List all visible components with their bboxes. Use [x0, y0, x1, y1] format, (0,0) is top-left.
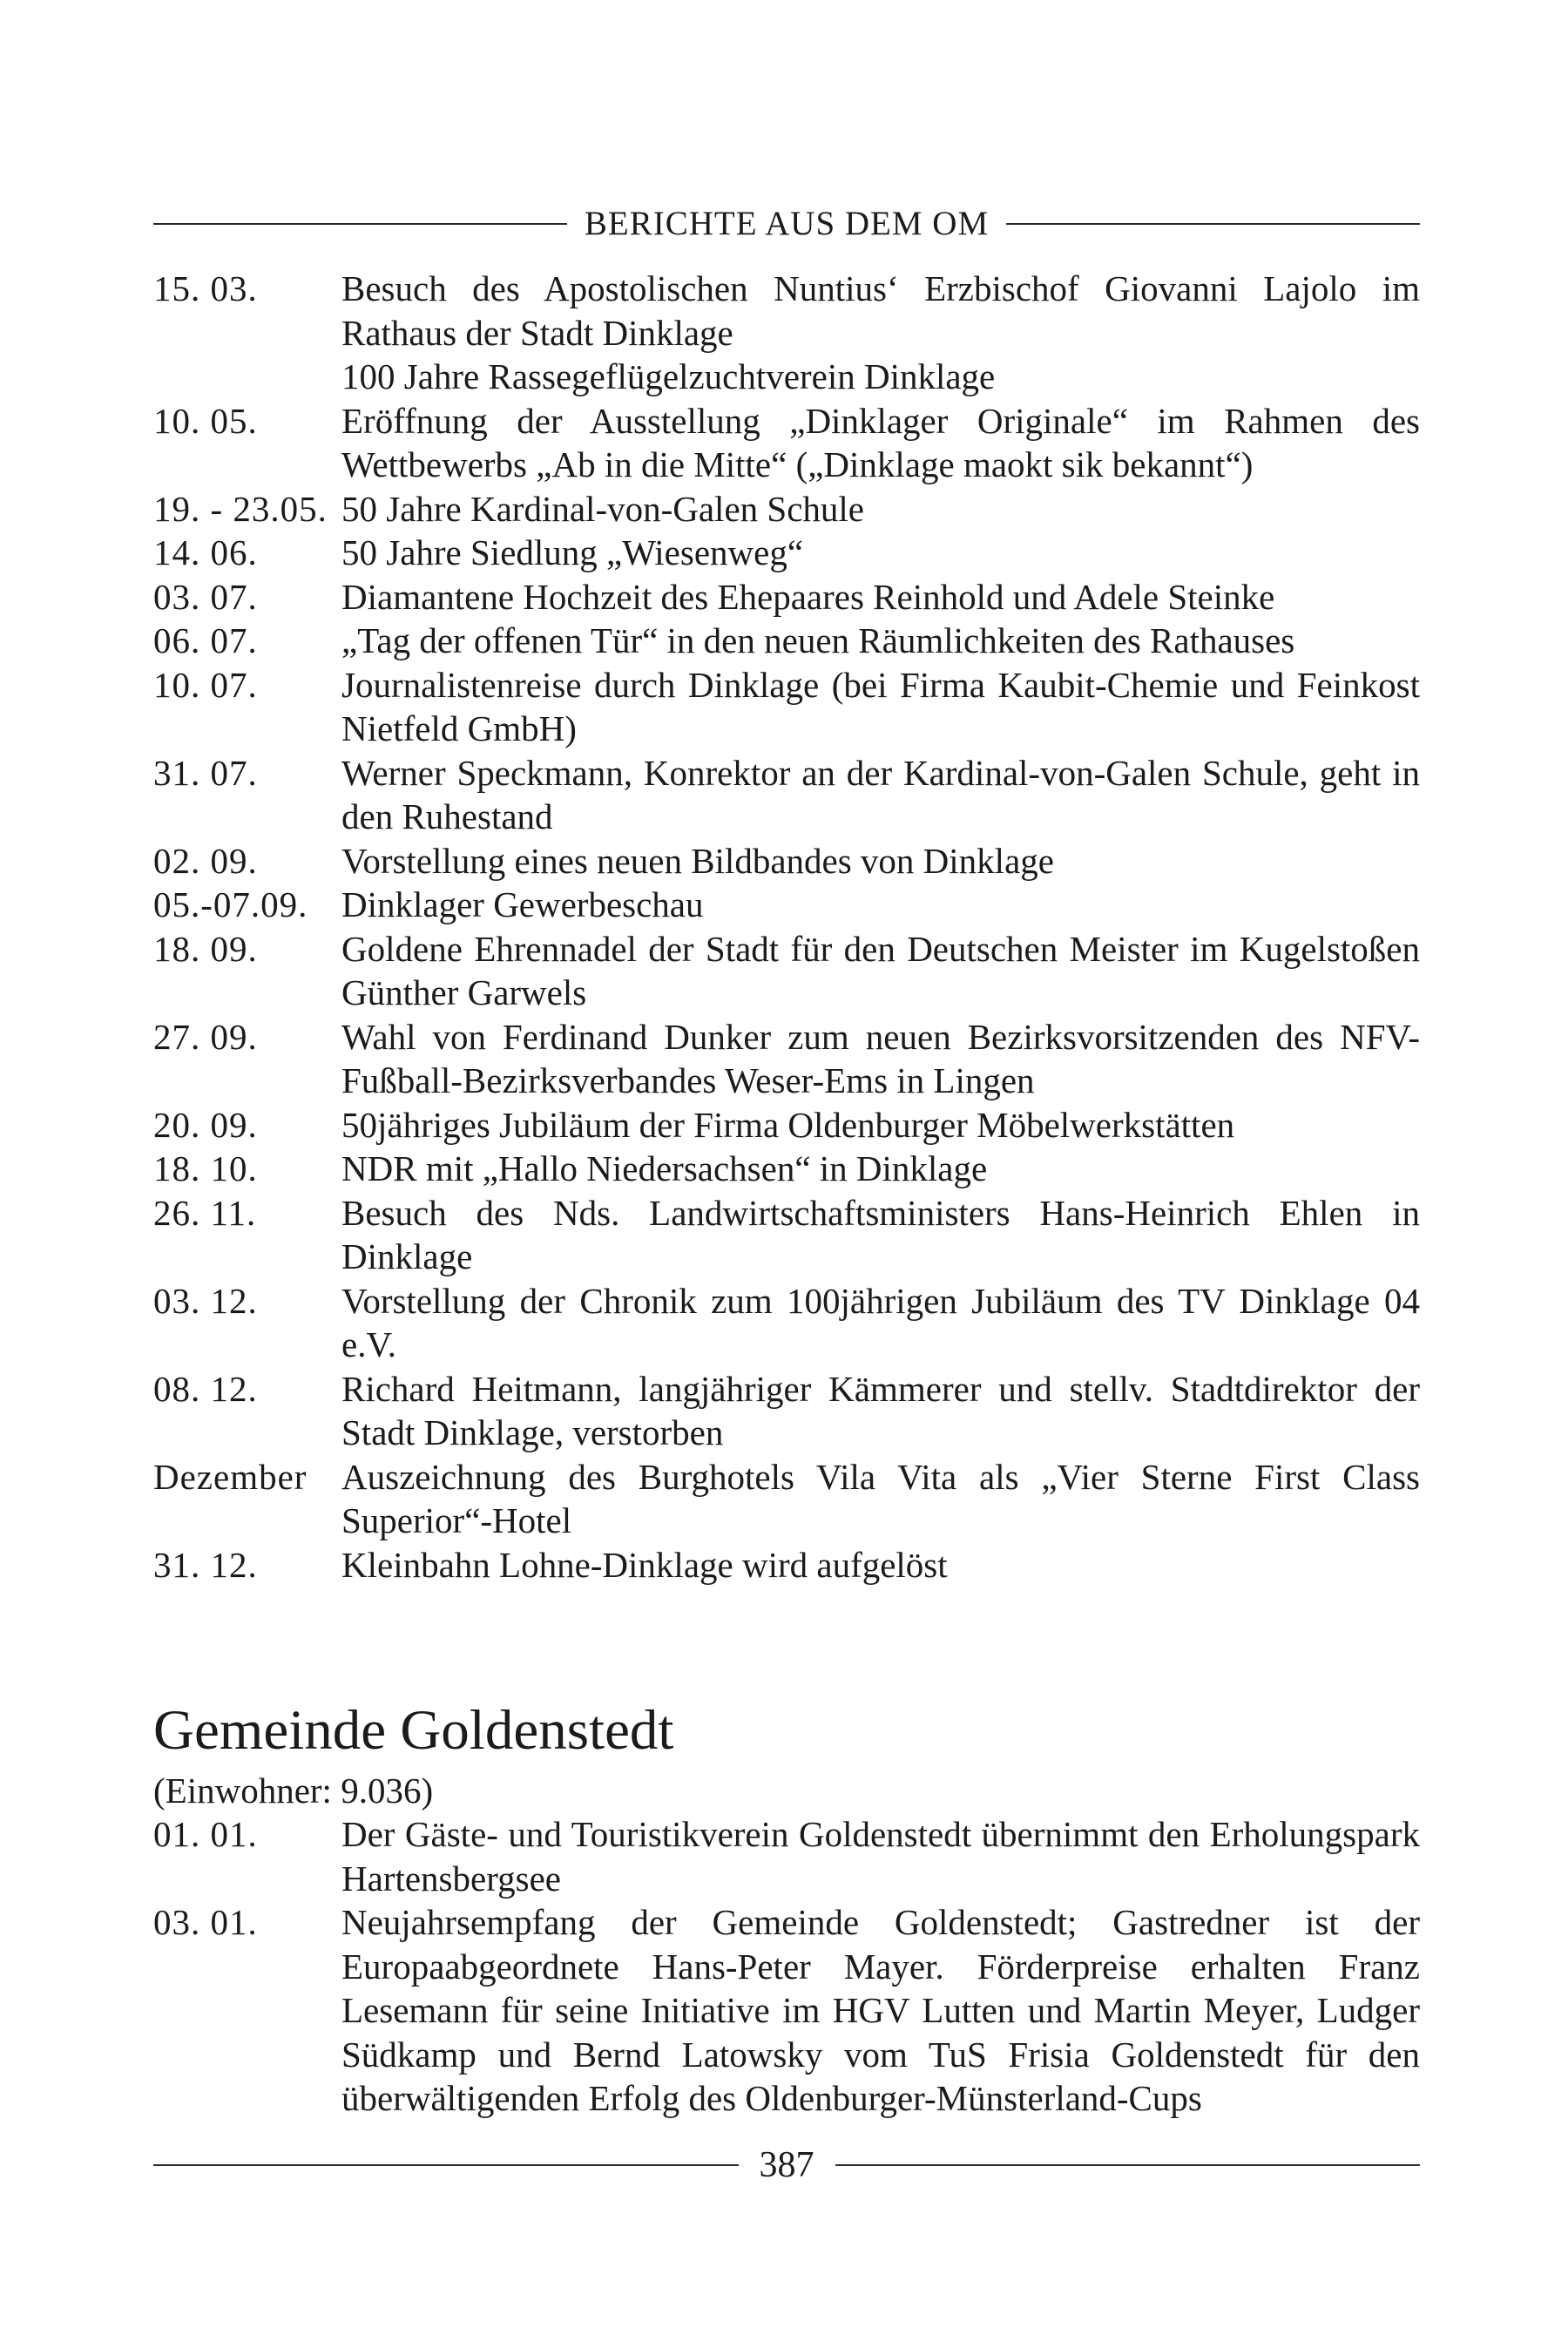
entry-text: 50jähriges Jubiläum der Firma Oldenburger Möbelwerkstätten — [341, 1104, 1235, 1145]
entry-text: 100 Jahre Rassegeflügelzuchtverein Dinklage — [341, 356, 996, 396]
entry-text: Vorstellung der Chronik zum 100jährigen Jubiläum des TV Dinklage 04 e.V. — [341, 1280, 1420, 1364]
entry-date: 27. 09. — [153, 1016, 258, 1057]
chronicle-list-dinklage — [153, 267, 1420, 1587]
chronicle-entry — [153, 1279, 1420, 1367]
entry-text: 50 Jahre Siedlung „Wiesenweg“ — [341, 532, 804, 572]
chronicle-entry — [153, 575, 1420, 619]
entry-date: 08. 12. — [153, 1368, 258, 1409]
entry-date: 03. 07. — [153, 576, 258, 617]
chronicle-entry — [153, 883, 1420, 927]
chronicle-list-goldenstedt — [153, 1812, 1420, 2121]
chronicle-entry — [153, 399, 1420, 487]
entry-date: 05.-07.09. — [153, 884, 308, 924]
entry-date — [153, 355, 341, 399]
entry-date: 19. - 23.05. — [153, 488, 328, 529]
entry-text: Werner Speckmann, Konrektor an der Kardinal-von-Galen Schule, geht in den Ruhestand — [341, 752, 1420, 836]
running-title: BERICHTE AUS DEM OM — [584, 205, 990, 242]
chronicle-entry — [153, 1191, 1420, 1279]
entry-date: 01. 01. — [153, 1814, 258, 1854]
chronicle-entry — [153, 1455, 1420, 1543]
entry-text: Diamantene Hochzeit des Ehepaares Reinhold und Adele Steinke — [341, 576, 1275, 617]
entry-date: 03. 01. — [153, 1902, 258, 1942]
chronicle-entry — [153, 839, 1420, 883]
chronicle-entry — [153, 619, 1420, 663]
entry-date: 10. 05. — [153, 400, 258, 441]
entry-text: Vorstellung eines neuen Bildbandes von Dinklage — [341, 840, 1054, 881]
entry-date: 26. 11. — [153, 1192, 257, 1233]
chronicle-entry — [153, 355, 1420, 399]
entry-text: Eröffnung der Ausstellung „Dinklager Originale“ im Rahmen des Wettbewerbs „Ab in die Mitte“ („Dinklage maokt sik bekannt“) — [341, 400, 1420, 484]
chronicle-entry — [153, 1812, 1420, 1900]
entry-date: 14. 06. — [153, 532, 258, 572]
page-footer — [153, 2139, 1420, 2191]
entry-date: 31. 07. — [153, 752, 258, 793]
running-header — [153, 202, 1420, 246]
entry-text: Der Gäste- und Touristikverein Goldenstedt übernimmt den Erholungspark Hartensbergsee — [341, 1814, 1420, 1899]
entry-date: 06. 07. — [153, 620, 258, 660]
entry-date: 03. 12. — [153, 1280, 258, 1321]
page-number: 387 — [759, 2145, 814, 2185]
population-note: (Einwohner: 9.036) — [153, 1770, 434, 1811]
entry-date: 18. 10. — [153, 1148, 258, 1188]
chronicle-entry — [153, 1147, 1420, 1191]
entry-text: NDR mit „Hallo Niedersachsen“ in Dinklage — [341, 1148, 988, 1188]
header-rule-right — [1006, 223, 1420, 225]
chronicle-entry — [153, 1900, 1420, 2121]
chronicle-entry — [153, 1103, 1420, 1147]
entry-text: Wahl von Ferdinand Dunker zum neuen Bezirksvorsitzenden des NFV-Fußball-Bezirksverbandes Weser-Ems in Lingen — [341, 1016, 1420, 1100]
chronicle-entry — [153, 927, 1420, 1015]
entry-text: Kleinbahn Lohne-Dinklage wird aufgelöst — [341, 1544, 948, 1585]
footer-rule-right — [835, 2164, 1421, 2166]
chronicle-entry — [153, 487, 1420, 531]
chronicle-entry — [153, 1543, 1420, 1587]
chronicle-entry — [153, 1015, 1420, 1103]
entry-date: 31. 12. — [153, 1544, 258, 1585]
entry-text: Goldene Ehrennadel der Stadt für den Deutschen Meister im Kugelstoßen Günther Garwels — [341, 928, 1420, 1012]
chronicle-entry — [153, 267, 1420, 355]
entry-text: Auszeichnung des Burghotels Vila Vita als „Vier Sterne First Class Superior“-Hotel — [341, 1456, 1420, 1540]
entry-date: 20. 09. — [153, 1104, 258, 1145]
entry-text: Besuch des Nds. Landwirtschaftsministers Hans-Heinrich Ehlen in Dinklage — [341, 1192, 1420, 1276]
section-heading: Gemeinde Goldenstedt — [153, 1699, 674, 1762]
header-rule-left — [153, 223, 567, 225]
entry-date: 15. 03. — [153, 268, 258, 308]
footer-rule-left — [153, 2164, 739, 2166]
entry-text: Neujahrsempfang der Gemeinde Goldenstedt; Gastredner ist der Europaabgeordnete Hans-Peter Mayer. Förderpreise erhalten Franz Lesemann für seine Initiative im HGV Lutten und Martin Meyer, Ludger Südkamp und Bernd Latowsky vom TuS Frisia Goldenstedt für den überwältigenden Erfolg des Oldenburger-Münsterland-Cups — [341, 1902, 1420, 2118]
chronicle-entry — [153, 1367, 1420, 1455]
entry-date: 10. 07. — [153, 664, 258, 705]
entry-text: Richard Heitmann, langjähriger Kämmerer und stellv. Stadtdirektor der Stadt Dinklage, verstorben — [341, 1368, 1420, 1452]
entry-date: 02. 09. — [153, 840, 258, 881]
entry-text: „Tag der offenen Tür“ in den neuen Räumlichkeiten des Rathauses — [341, 620, 1295, 660]
entry-text: Besuch des Apostolischen Nuntius‘ Erzbischof Giovanni Lajolo im Rathaus der Stadt Dinklage — [341, 268, 1420, 353]
chronicle-entry — [153, 531, 1420, 575]
chronicle-entry — [153, 751, 1420, 839]
chronicle-entry — [153, 663, 1420, 751]
entry-text: Journalistenreise durch Dinklage (bei Firma Kaubit-Chemie und Feinkost Nietfeld GmbH) — [341, 664, 1420, 748]
entry-text: Dinklager Gewerbeschau — [341, 884, 704, 924]
entry-date: Dezember — [153, 1456, 308, 1497]
entry-text: 50 Jahre Kardinal-von-Galen Schule — [341, 488, 864, 529]
entry-date: 18. 09. — [153, 928, 258, 969]
